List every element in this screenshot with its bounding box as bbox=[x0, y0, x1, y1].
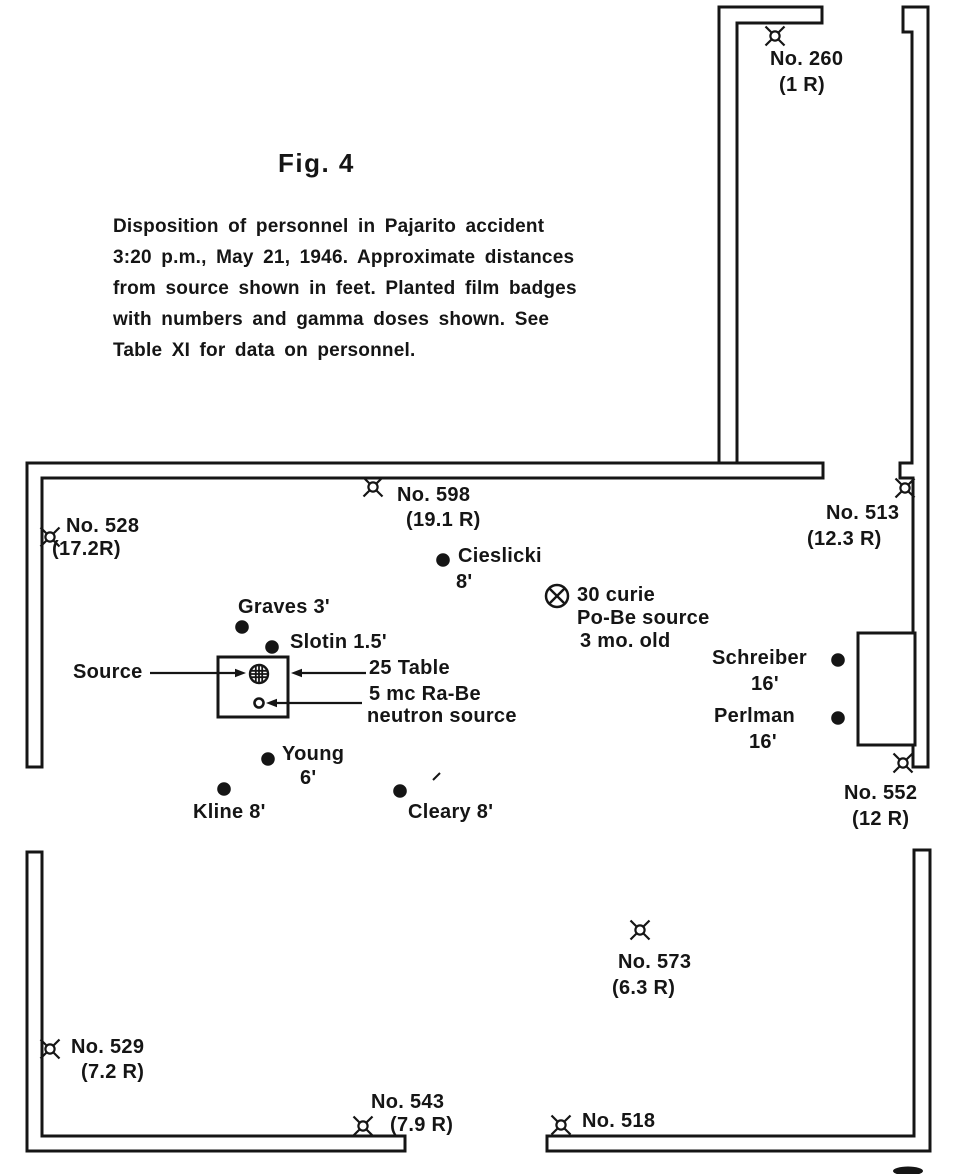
scan-artifact-smudge bbox=[893, 1167, 923, 1174]
person-label-young: Young bbox=[282, 743, 345, 765]
person-dot-graves bbox=[235, 620, 249, 634]
film-badge-symbol-529 bbox=[45, 1044, 54, 1053]
person-label-slotin: Slotin 1.5' bbox=[290, 631, 387, 653]
person-label-cieslicki: Cieslicki bbox=[458, 545, 542, 567]
person-label-kline: Kline 8' bbox=[193, 801, 266, 823]
person-label-young-2: 6' bbox=[300, 767, 317, 789]
caption-line-5: Table XI for data on personnel. bbox=[113, 340, 416, 361]
film-badge-dose-529: (7.2 R) bbox=[81, 1061, 145, 1083]
person-dot-perlman bbox=[831, 711, 845, 725]
source-arrow-head bbox=[235, 669, 246, 677]
neutron-arrow-head bbox=[266, 699, 277, 707]
film-badge-symbol-573 bbox=[635, 925, 644, 934]
person-label-perlman-2: 16' bbox=[749, 731, 777, 753]
caption-line-2: 3:20 p.m., May 21, 1946. Approximate distances bbox=[113, 247, 575, 268]
film-badge-number-528: No. 528 bbox=[66, 515, 140, 537]
film-badge-symbol-598 bbox=[368, 482, 377, 491]
po-be-label-line1: 30 curie bbox=[577, 584, 656, 606]
po-be-label-line3: 3 mo. old bbox=[580, 630, 671, 652]
film-badge-dose-543: (7.9 R) bbox=[390, 1114, 454, 1136]
source-label: Source bbox=[73, 661, 143, 683]
caption-line-4: with numbers and gamma doses shown. See bbox=[113, 309, 550, 330]
film-badge-number-529: No. 529 bbox=[71, 1036, 145, 1058]
film-badge-dose-260: (1 R) bbox=[779, 74, 825, 96]
caption-line-3: from source shown in feet. Planted film badges bbox=[113, 278, 577, 299]
film-badge-number-598: No. 598 bbox=[397, 484, 471, 506]
figure-title: Fig. 4 bbox=[278, 148, 355, 178]
ra-be-label-line2: neutron source bbox=[367, 705, 517, 727]
person-dot-kline bbox=[217, 782, 231, 796]
ra-be-source-symbol bbox=[255, 699, 264, 708]
film-badge-dose-528: (17.2R) bbox=[52, 538, 121, 560]
film-badge-number-573: No. 573 bbox=[618, 951, 692, 973]
po-be-label-line2: Po-Be source bbox=[577, 607, 710, 629]
film-badge-symbol-552 bbox=[898, 758, 907, 767]
wall-alcove bbox=[858, 633, 915, 745]
table-arrow-head bbox=[291, 669, 302, 677]
lower-right-room-wall bbox=[547, 850, 930, 1151]
person-dot-slotin bbox=[265, 640, 279, 654]
film-badge-symbol-513 bbox=[900, 483, 909, 492]
ra-be-label-line1: 5 mc Ra-Be bbox=[369, 683, 481, 705]
person-dot-cleary bbox=[393, 784, 407, 798]
person-dot-young bbox=[261, 752, 275, 766]
scan-artifact-tick bbox=[433, 773, 440, 780]
film-badge-number-513: No. 513 bbox=[826, 502, 900, 524]
film-badge-number-518: No. 518 bbox=[582, 1110, 656, 1132]
person-label-schreiber: Schreiber bbox=[712, 647, 807, 669]
person-label-graves: Graves 3' bbox=[238, 596, 330, 618]
person-dot-schreiber bbox=[831, 653, 845, 667]
film-badge-symbol-543 bbox=[358, 1121, 367, 1130]
lower-left-room-wall bbox=[27, 852, 405, 1151]
film-badge-symbol-518 bbox=[556, 1120, 565, 1129]
film-badge-number-552: No. 552 bbox=[844, 782, 918, 804]
person-label-cieslicki-2: 8' bbox=[456, 571, 473, 593]
caption-line-1: Disposition of personnel in Pajarito accident bbox=[113, 216, 545, 237]
film-badge-dose-513: (12.3 R) bbox=[807, 528, 882, 550]
person-label-schreiber-2: 16' bbox=[751, 673, 779, 695]
film-badge-number-543: No. 543 bbox=[371, 1091, 445, 1113]
film-badge-number-260: No. 260 bbox=[770, 48, 844, 70]
film-badge-symbol-260 bbox=[770, 31, 779, 40]
film-badge-dose-598: (19.1 R) bbox=[406, 509, 481, 531]
film-badge-dose-573: (6.3 R) bbox=[612, 977, 676, 999]
person-label-perlman: Perlman bbox=[714, 705, 796, 727]
person-label-cleary: Cleary 8' bbox=[408, 801, 494, 823]
person-dot-cieslicki bbox=[436, 553, 450, 567]
figure-caption bbox=[113, 211, 577, 366]
film-badge-dose-552: (12 R) bbox=[852, 808, 910, 830]
table-label: 25 Table bbox=[369, 657, 450, 679]
